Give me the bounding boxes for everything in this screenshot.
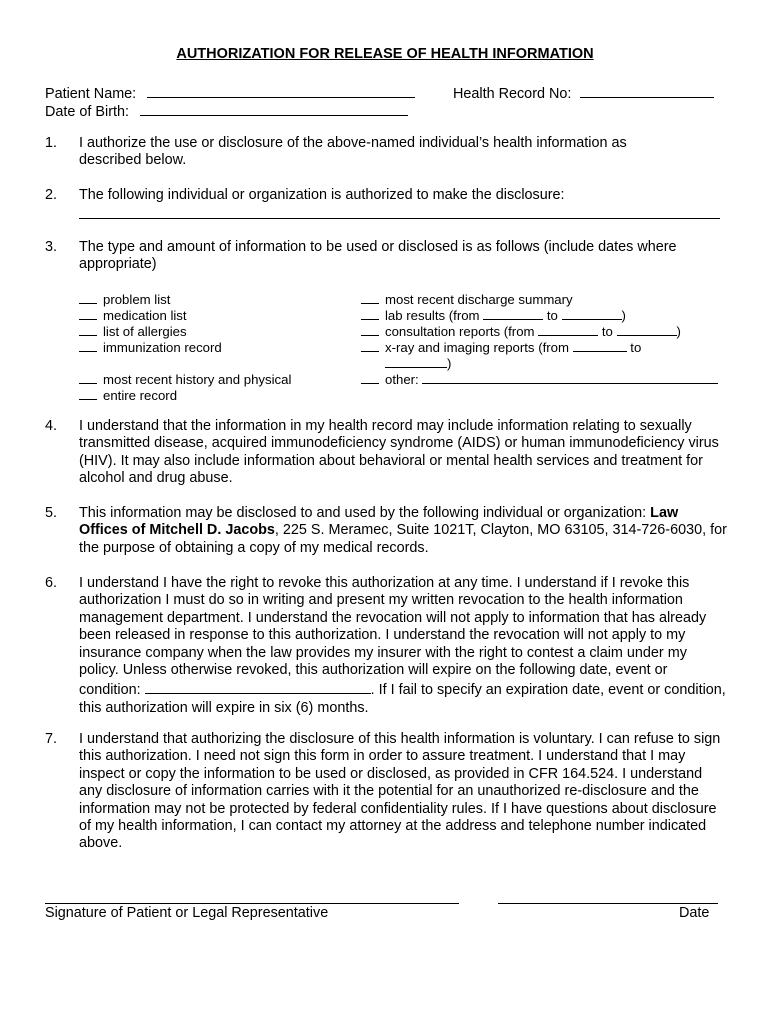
dob-label: Date of Birth:: [45, 104, 129, 120]
item-number-6: 6.: [45, 575, 58, 591]
checkbox-blank[interactable]: [79, 387, 97, 400]
item-number-3: 3.: [45, 239, 58, 255]
law-office-name: Law Offices of Mitchell D. Jacobs: [79, 505, 679, 539]
item-2-text: The following individual or organization is authorized to make the disclosure:: [79, 187, 565, 203]
check-discharge-summary[interactable]: [361, 291, 573, 308]
check-label: x-ray and imaging reports (from: [385, 340, 573, 355]
check-label: immunization record: [103, 340, 222, 355]
check-consultation-reports[interactable]: [361, 323, 681, 340]
checkbox-blank[interactable]: [361, 339, 379, 352]
check-label: medication list: [103, 308, 187, 323]
checkbox-blank[interactable]: [79, 339, 97, 352]
item-5-lead: This information may be disclosed to and used by the following individual or organization:: [79, 505, 651, 521]
to-label: to: [598, 324, 617, 339]
consult-from-field[interactable]: [538, 323, 598, 336]
form-title: AUTHORIZATION FOR RELEASE OF HEALTH INFORMATION: [176, 46, 594, 62]
item-number-5: 5.: [45, 505, 58, 521]
close-paren: ): [676, 324, 681, 339]
item-7-text: I understand that authorizing the disclosure of this health information is voluntary. I can refuse to sign this authorization. I need not sign this form in order to assure treatment. I understand that I may inspect or copy the information to be used or disclosed, as provided in CFR 164.524. I understand any disclosure of information carries with it the potential for an unauthorized re-disclosure and the information may not be protected by federal confidentiality rules. If I have questions about disclosure of my health information, I can contact my attorney at the address and telephone number indicated above.: [79, 731, 721, 852]
item-number-2: 2.: [45, 187, 58, 203]
item-5-rest: , 225 S. Meramec, Suite 1021T, Clayton, MO 63105, 314-726-6030, for the purpose of obtaining a copy of my medical records.: [79, 522, 727, 556]
checkbox-blank[interactable]: [79, 371, 97, 384]
health-record-field[interactable]: [580, 83, 714, 98]
check-label: other:: [385, 372, 423, 387]
checkbox-blank[interactable]: [361, 371, 379, 384]
check-allergies[interactable]: [79, 323, 187, 340]
check-immunization[interactable]: [79, 339, 222, 356]
checkbox-blank[interactable]: [361, 291, 379, 304]
item-6-text-b: . If I fail to specify an expiration date, event or condition, this authorization will expire in six (6) months.: [79, 682, 726, 716]
check-label: list of allergies: [103, 324, 187, 339]
item-number-1: 1.: [45, 135, 58, 151]
signature-label: Signature of Patient or Legal Representative: [45, 905, 329, 921]
signature-line[interactable]: [45, 903, 459, 904]
check-label: most recent history and physical: [103, 372, 292, 387]
item-number-7: 7.: [45, 731, 58, 747]
check-label: entire record: [103, 388, 178, 403]
lab-to-field[interactable]: [562, 307, 622, 320]
dob-row: [45, 101, 408, 121]
other-field[interactable]: [422, 371, 718, 384]
check-entire-record[interactable]: [79, 387, 177, 404]
item-6-text-a: I understand I have the right to revoke this authorization at any time. I understand if I revoke this authorization I must do so in writing and present my written revocation to the health information management department. I understand the revocation will not apply to information that has already been released in response to this authorization. I understand the revocation will not apply to my insurance company when the law provides my insurer with the right to contest a claim under my policy. Unless otherwise revoked, this authorization will expire on the following date, event or condition:: [79, 575, 707, 699]
health-record-row: [453, 83, 714, 103]
checkbox-blank[interactable]: [79, 307, 97, 320]
patient-name-label: Patient Name:: [45, 86, 137, 102]
item-number-4: 4.: [45, 418, 58, 434]
to-label: to: [543, 308, 562, 323]
item-4-text: I understand that the information in my health record may include information relating to sexually transmitted disease, acquired immunodeficiency syndrome (AIDS) or human immunodeficiency virus (HIV). It may also include information about behavioral or mental health services and treatment for alcohol and drug abuse.: [79, 418, 719, 487]
consult-to-field[interactable]: [617, 323, 677, 336]
check-label: consultation reports (from: [385, 324, 539, 339]
patient-name-field[interactable]: [147, 83, 415, 98]
check-problem-list[interactable]: [79, 291, 170, 308]
xray-from-field[interactable]: [573, 339, 627, 352]
discloser-field[interactable]: [79, 218, 720, 219]
lab-from-field[interactable]: [483, 307, 543, 320]
xray-to-field[interactable]: [385, 355, 447, 368]
check-label: lab results (from: [385, 308, 484, 323]
checkbox-blank[interactable]: [361, 323, 379, 336]
check-label: problem list: [103, 292, 171, 307]
check-history-physical[interactable]: [79, 371, 291, 388]
date-label: Date: [679, 905, 710, 921]
item-3-text: The type and amount of information to be used or disclosed is as follows (include dates where appropriate): [79, 239, 677, 273]
close-paren: ): [447, 356, 452, 371]
date-line[interactable]: [498, 903, 718, 904]
check-xray-imaging[interactable]: [361, 339, 641, 356]
checkbox-blank[interactable]: [79, 323, 97, 336]
expiration-field[interactable]: [145, 679, 371, 694]
item-6-text: [79, 575, 729, 717]
health-record-label: Health Record No:: [453, 86, 572, 102]
to-label: to: [626, 340, 642, 355]
checkbox-blank[interactable]: [79, 291, 97, 304]
item-1-text: I authorize the use or disclosure of the above-named individual’s health information as described below.: [79, 135, 627, 169]
check-lab-results[interactable]: [361, 307, 626, 324]
check-other[interactable]: [361, 371, 718, 388]
checkbox-blank[interactable]: [361, 307, 379, 320]
check-label: most recent discharge summary: [385, 292, 573, 307]
check-medication-list[interactable]: [79, 307, 187, 324]
dob-field[interactable]: [140, 101, 408, 116]
close-paren: ): [621, 308, 626, 323]
xray-to-row: [385, 355, 451, 372]
item-5-text: [79, 505, 729, 557]
